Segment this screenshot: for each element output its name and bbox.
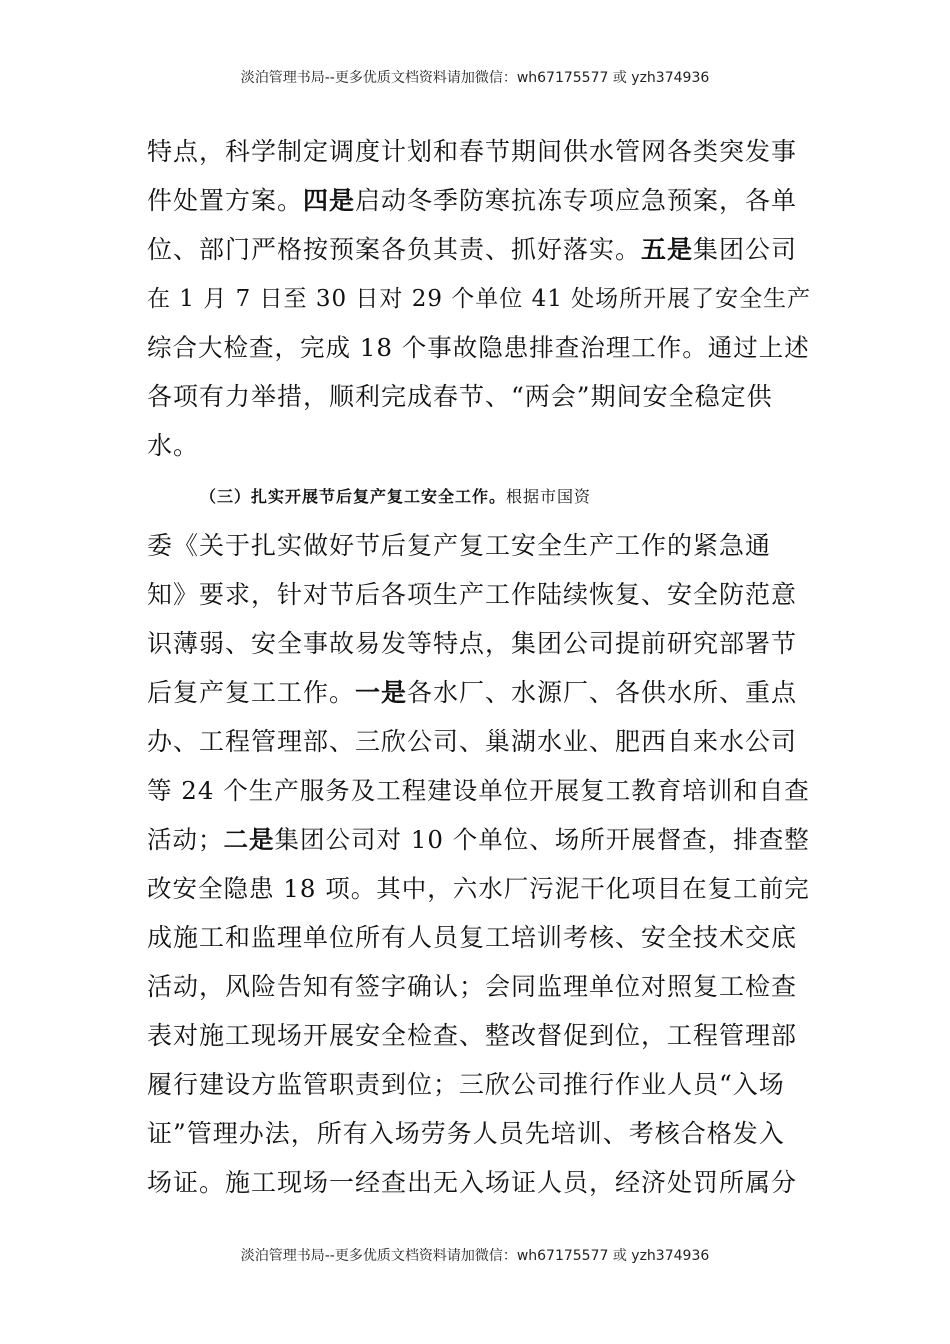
body-line: 表对施工现场开展安全检查、整改督促到位，工程管理部 [147,1021,798,1050]
body-line: 场证。施工现场一经查出无入场证人员，经济处罚所属分 [147,1168,798,1197]
body-line: 位、部门严格按预案各负其责、抓好落实。五是集团公司 [147,235,798,264]
body-line: 等 24 个生产服务及工程建设单位开展复工教育培训和自查 [147,776,810,805]
body-line: 证”管理办法，所有入场劳务人员先培训、考核合格发入 [147,1119,785,1148]
body-line: 改安全隐患 18 项。其中，六水厂污泥干化项目在复工前完 [147,874,810,903]
body-line: 知》要求，针对节后各项生产工作陆续恢复、安全防范意 [147,580,798,609]
page-footer: 淡泊管理书局--更多优质文档资料请加微信：wh67175577 或 yzh374936 [240,1248,710,1264]
body-line: 水。 [147,431,200,460]
body-line: 活动，风险告知有签字确认；会同监理单位对照复工检查 [147,972,798,1001]
page-header: 淡泊管理书局--更多优质文档资料请加微信：wh67175577 或 yzh374936 [240,70,710,86]
body-line: 履行建设方监管职责到位；三欣公司推行作业人员“入场 [147,1070,785,1099]
body-line: 后复产复工工作。一是各水厂、水源厂、各供水所、重点 [147,678,798,707]
section-heading: （三）扎实开展节后复产复工安全工作。根据市国资 [200,487,592,506]
body-line: 办、工程管理部、三欣公司、巢湖水业、肥西自来水公司 [147,727,798,756]
body-line: 在 1 月 7 日至 30 日对 29 个单位 41 处场所开展了安全生产 [147,286,812,312]
body-line: 综合大检查，完成 18 个事故隐患排查治理工作。通过上述 [147,333,810,362]
body-line: 成施工和监理单位所有人员复工培训考核、安全技术交底 [147,923,798,952]
body-line: 识薄弱、安全事故易发等特点，集团公司提前研究部署节 [147,629,798,658]
body-line: 件处置方案。四是启动冬季防寒抗冻专项应急预案，各单 [147,186,798,215]
body-line: 特点，科学制定调度计划和春节期间供水管网各类突发事 [147,137,798,166]
body-line: 活动；二是集团公司对 10 个单位、场所开展督查，排查整 [147,825,810,854]
body-line: 委《关于扎实做好节后复产复工安全生产工作的紧急通 [147,531,772,560]
body-line: 各项有力举措，顺利完成春节、“两会”期间安全稳定供 [147,382,773,411]
